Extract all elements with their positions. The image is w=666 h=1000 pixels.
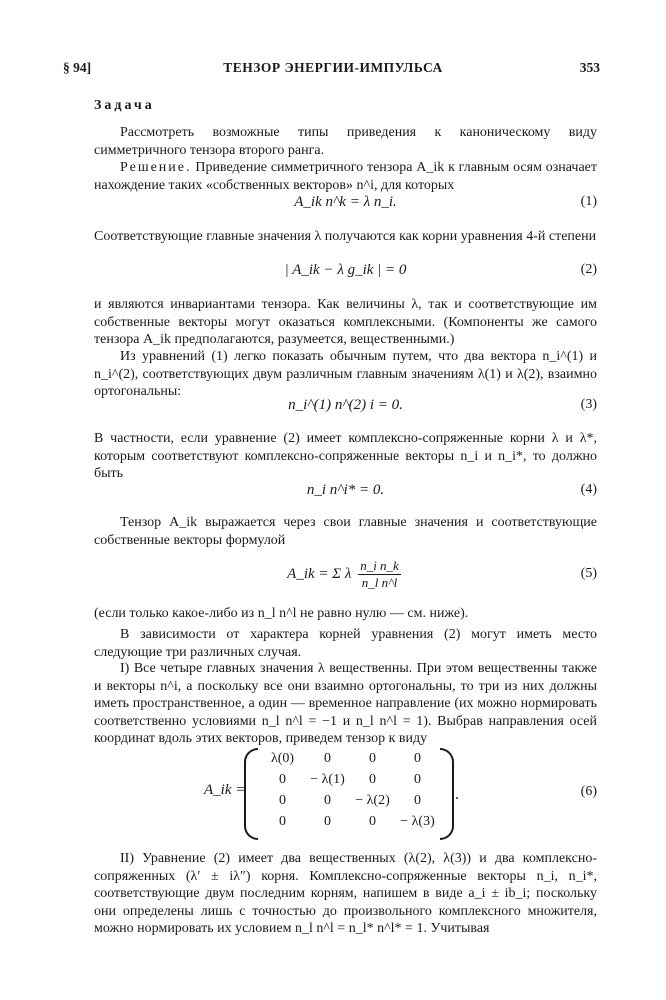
paragraph-8-block xyxy=(94,660,597,748)
equation-1-number: (1) xyxy=(580,194,597,209)
matrix-cell: 0 xyxy=(414,751,421,766)
matrix-cell: − λ(3) xyxy=(400,814,435,829)
equation-5-body xyxy=(94,558,597,591)
matrix-cell: λ(0) xyxy=(270,751,295,766)
equation-5-lhs: A_ik = Σ λ xyxy=(287,565,352,582)
matrix-cell: 0 xyxy=(414,793,421,808)
matrix-cell: 0 xyxy=(279,814,286,829)
paragraph-5-block xyxy=(94,514,597,549)
paragraph-9: II) Уравнение (2) имеет два вещественных (λ(2), λ(3)) и два комплексно-сопряженных (λ′ ± iλ″) корня. Комплексно-сопряженные векторы n_i, n_i*, соответствующие двум последним корням, напишем в виде a_i ± ib_i; поскольку они определены лишь с точностью до произвольного комплексного множителя, можно нормировать их условием n_l n^l = n_l* n^l* = 1. Учитывая xyxy=(94,851,597,936)
matrix-left-paren xyxy=(244,748,258,840)
matrix-cell: 0 xyxy=(279,772,286,787)
solution-text: Приведение симметричного тензора A_ik к главным осям означает нахождение таких «собственных векторов» n^i, для которых xyxy=(94,160,598,193)
solution-block xyxy=(94,159,597,194)
matrix-cell: 0 xyxy=(324,793,331,808)
problem-heading-block xyxy=(94,97,597,115)
matrix-grid xyxy=(260,751,440,835)
matrix-cell: 0 xyxy=(369,751,376,766)
matrix-right-paren xyxy=(440,748,454,840)
matrix-cell: 0 xyxy=(324,751,331,766)
matrix-cell: 0 xyxy=(369,814,376,829)
equation-6-number: (6) xyxy=(580,784,597,799)
equation-6-lhs: A_ik = xyxy=(204,782,246,798)
paragraph-5: Тензор A_ik выражается через свои главные значения и соответствующие собственные векторы формулой xyxy=(94,515,597,548)
paragraph-1: Соответствующие главные значения λ получаются как корни уравнения 4-й степени xyxy=(94,229,597,244)
equation-2 xyxy=(94,262,597,284)
equation-5-denominator: n_l n^l xyxy=(361,575,398,590)
solution-label: Решение. xyxy=(120,160,192,175)
equation-1-body: A_ik n^k = λ n_i. xyxy=(294,194,397,210)
equation-2-body: | A_ik − λ g_ik | = 0 xyxy=(284,262,407,278)
equation-5-number: (5) xyxy=(580,566,597,581)
page-number: 353 xyxy=(579,60,600,75)
matrix-cell: 0 xyxy=(279,793,286,808)
equation-3 xyxy=(94,397,597,419)
equation-5-fraction xyxy=(358,558,401,591)
equation-3-body: n_i^(1) n^(2) i = 0. xyxy=(288,397,403,413)
equation-5-numerator: n_i n_k xyxy=(360,558,399,573)
matrix-cell: 0 xyxy=(414,772,421,787)
matrix-cell: 0 xyxy=(369,772,376,787)
section-reference: § 94] xyxy=(63,60,92,75)
paragraph-2-block xyxy=(94,296,597,349)
equation-3-number: (3) xyxy=(580,397,597,412)
problem-heading: Задача xyxy=(94,98,155,113)
paragraph-3: Из уравнений (1) легко показать обычным путем, что два вектора n_i^(1) и n_i^(2), соответствующих двум различным главным значениям λ(1) и λ(2), взаимно ортогональны: xyxy=(94,349,597,399)
paragraph-4-block xyxy=(94,430,597,483)
problem-statement: Рассмотреть возможные типы приведения к каноническому виду симметричного тензора второго ранга. xyxy=(94,125,597,158)
paragraph-4: В частности, если уравнение (2) имеет комплексно-сопряженные корни λ и λ*, которым соответствуют комплексно-сопряженные векторы n_i и n_i*, то должно быть xyxy=(94,431,597,481)
problem-statement-block xyxy=(94,124,597,159)
matrix-cell: 0 xyxy=(324,814,331,829)
paragraph-8: I) Все четыре главных значения λ вещественны. При этом вещественны также и векторы n^i, а поскольку все они взаимно ортогональны, то три из них должны иметь пространственное, а один — временное направление (их можно нормировать соответственно условиями n_l n^l = −1 и n_l n^l = 1). Выбрав направления осей координат вдоль этих векторов, приведем тензор к виду xyxy=(94,661,597,746)
paragraph-6-block xyxy=(94,605,597,623)
paragraph-9-block xyxy=(94,850,597,938)
paragraph-1-block xyxy=(94,228,597,246)
equation-6 xyxy=(94,748,597,840)
paragraph-7: В зависимости от характера корней уравнения (2) могут иметь место следующие три различных случая. xyxy=(94,627,597,660)
paragraph-2: и являются инвариантами тензора. Как величины λ, так и соответствующие им собственные векторы могут оказаться комплексными. (Компоненты же самого тензора A_ik предполагаются, разумеется, вещественными.) xyxy=(94,297,597,347)
matrix-cell: − λ(1) xyxy=(310,772,345,787)
equation-5 xyxy=(94,558,597,594)
paragraph-6: (если только какое-либо из n_l n^l не равно нулю — см. ниже). xyxy=(94,606,469,621)
paragraph-3-block xyxy=(94,348,597,401)
matrix-cell: − λ(2) xyxy=(355,793,390,808)
equation-4-body: n_i n^i* = 0. xyxy=(306,482,385,498)
running-title: ТЕНЗОР ЭНЕРГИИ-ИМПУЛЬСА xyxy=(223,60,443,75)
equation-1 xyxy=(94,194,597,216)
solution-paragraph xyxy=(94,159,597,194)
equation-2-number: (2) xyxy=(580,262,597,277)
paragraph-7-block xyxy=(94,626,597,661)
equation-4-number: (4) xyxy=(580,482,597,497)
equation-4 xyxy=(94,482,597,504)
equation-6-period: . xyxy=(455,786,459,803)
